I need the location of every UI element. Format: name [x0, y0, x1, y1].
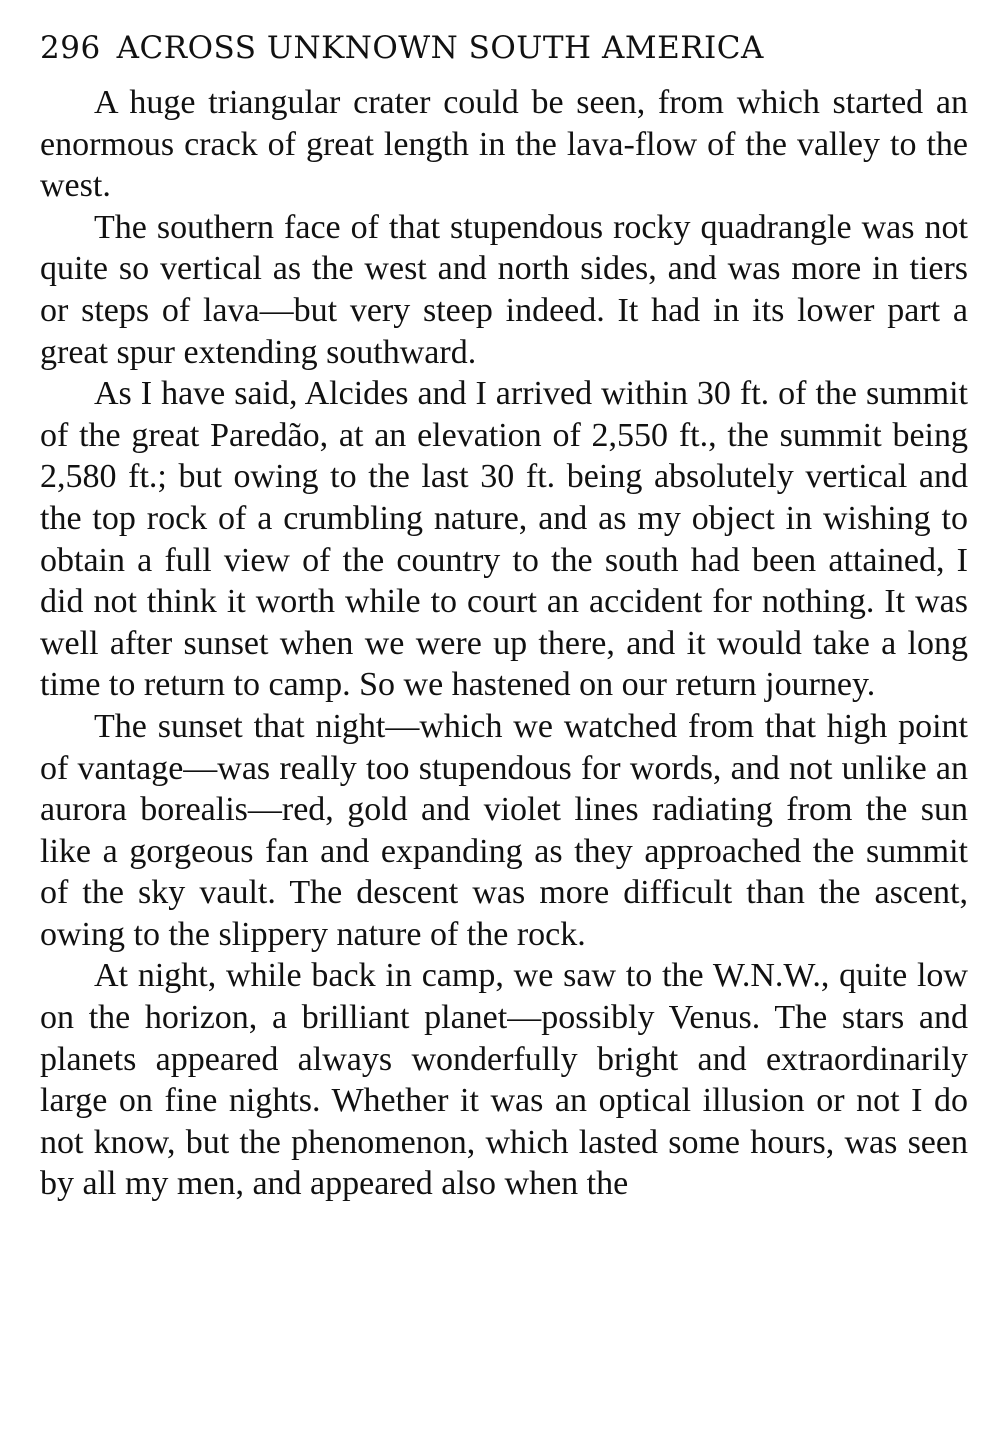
- body-text: [40, 82, 968, 1205]
- paragraph-crater: A huge triangular crater could be seen, from which started an enormous crack of great length in the lava-flow of the valley to the west.: [40, 84, 968, 205]
- paragraph-night-planet: At night, while back in camp, we saw to the W.N.W., quite low on the horizon, a brilliant planet—possibly Venus. The stars and planets appeared always wonderfully bright and extraordinarily large on fine nights. Whether it was an optical illusion or not I do not know, but the phenomenon, which lasted some hours, was seen by all my men, and appeared also when the: [40, 957, 968, 1203]
- page-number: 296: [40, 30, 101, 66]
- paragraph-summit-climb: As I have said, Alcides and I arrived within 30 ft. of the summit of the great Paredão, at an elevation of 2,550 ft., the summit being 2,580 ft.; but owing to the last 30 ft. being absolutely vertical and the top rock of a crumbling nature, and as my object in wishing to obtain a full view of the country to the south had been attained, I did not think it worth while to court an accident for nothing. It was well after sunset when we were up there, and it would take a long time to return to camp. So we hastened on our return journey.: [40, 375, 968, 704]
- book-page: [40, 24, 968, 1205]
- running-title: ACROSS UNKNOWN SOUTH AMERICA: [116, 30, 764, 66]
- paragraph-sunset: The sunset that night—which we watched from that high point of vantage—was really too stupendous for words, and not unlike an aurora borealis—red, gold and violet lines radiating from the sun like a gorgeous fan and expanding as they approached the summit of the sky vault. The descent was more difficult than the ascent, owing to the slippery nature of the rock.: [40, 707, 968, 953]
- running-head: [40, 24, 968, 72]
- paragraph-southern-face: The southern face of that stupendous rocky quadrangle was not quite so vertical as the west and north sides, and was more in tiers or steps of lava—but very steep indeed. It had in its lower part a great spur extending southward.: [40, 208, 968, 371]
